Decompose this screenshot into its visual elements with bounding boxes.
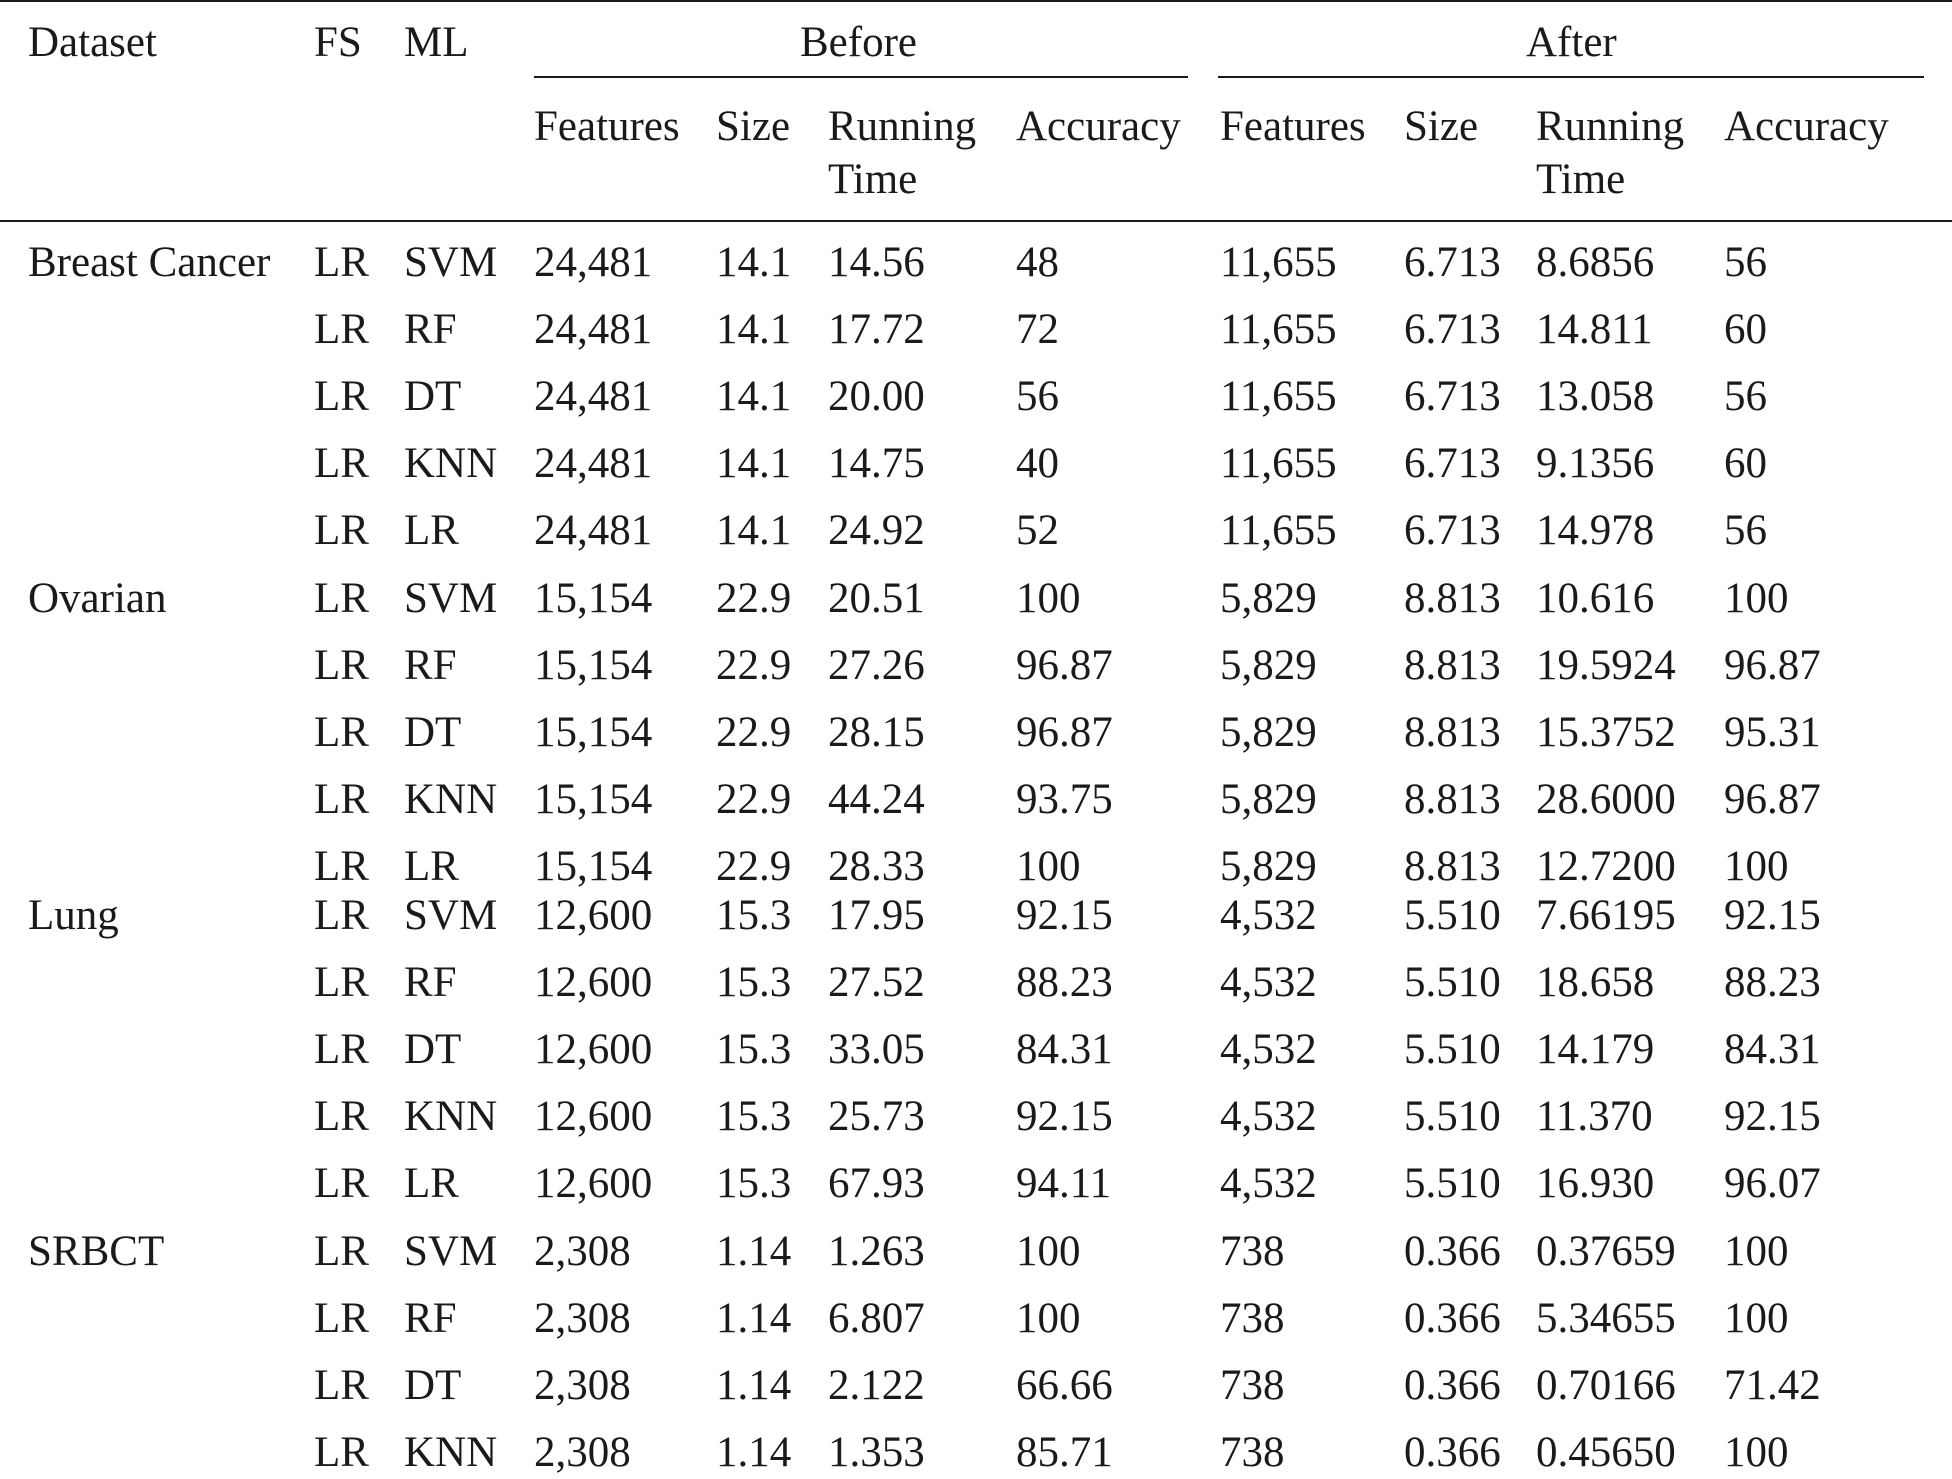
cell-a-time: 8.6856 (1536, 239, 1655, 286)
cell-fs: LR (314, 306, 369, 353)
header-before-accuracy: Accuracy (1016, 103, 1181, 150)
cell-dataset: SRBCT (28, 1228, 165, 1275)
cell-a-size: 0.366 (1404, 1228, 1501, 1275)
cell-b-acc: 40 (1016, 440, 1059, 487)
header-after-features: Features (1220, 103, 1366, 150)
cell-a-size: 6.713 (1404, 306, 1501, 353)
cell-b-time: 1.353 (828, 1429, 925, 1476)
header-before-features: Features (534, 103, 680, 150)
cell-a-acc: 95.31 (1724, 709, 1821, 756)
cell-ml: RF (404, 1295, 457, 1342)
cell-a-acc: 88.23 (1724, 959, 1821, 1006)
cell-a-time: 0.45650 (1536, 1429, 1676, 1476)
cell-b-time: 33.05 (828, 1026, 925, 1073)
cell-a-time: 14.811 (1536, 306, 1653, 353)
cell-b-size: 14.1 (716, 306, 792, 353)
cell-b-size: 22.9 (716, 776, 792, 823)
cell-a-features: 5,829 (1220, 843, 1317, 890)
header-bottom-rule (0, 220, 1952, 222)
cell-fs: LR (314, 1026, 369, 1073)
cell-fs: LR (314, 507, 369, 554)
cell-b-size: 15.3 (716, 1093, 792, 1140)
cell-b-acc: 72 (1016, 306, 1059, 353)
cell-a-size: 5.510 (1404, 959, 1501, 1006)
cell-a-size: 8.813 (1404, 575, 1501, 622)
cell-b-time: 25.73 (828, 1093, 925, 1140)
cell-dataset: Ovarian (28, 575, 167, 622)
cell-ml: SVM (404, 575, 498, 622)
cell-a-acc: 100 (1724, 843, 1789, 890)
cell-fs: LR (314, 1093, 369, 1140)
cell-b-time: 24.92 (828, 507, 925, 554)
cell-ml: DT (404, 1026, 462, 1073)
cell-b-time: 27.26 (828, 642, 925, 689)
cell-b-size: 1.14 (716, 1295, 792, 1342)
cell-b-time: 1.263 (828, 1228, 925, 1275)
cell-a-features: 5,829 (1220, 642, 1317, 689)
cell-b-features: 24,481 (534, 507, 653, 554)
cell-a-time: 19.5924 (1536, 642, 1676, 689)
cell-a-size: 5.510 (1404, 1026, 1501, 1073)
cell-a-size: 6.713 (1404, 239, 1501, 286)
cell-b-features: 15,154 (534, 642, 653, 689)
cell-a-acc: 96.87 (1724, 642, 1821, 689)
cell-b-time: 20.00 (828, 373, 925, 420)
header-before: Before (800, 19, 917, 66)
cell-b-acc: 92.15 (1016, 1093, 1113, 1140)
cell-b-features: 15,154 (534, 709, 653, 756)
cell-a-time: 16.930 (1536, 1160, 1655, 1207)
cell-a-acc: 96.87 (1724, 776, 1821, 823)
cell-b-time: 14.56 (828, 239, 925, 286)
cell-a-features: 11,655 (1220, 306, 1337, 353)
header-before-time: Time (828, 156, 918, 203)
cell-a-acc: 100 (1724, 1228, 1789, 1275)
cell-b-size: 1.14 (716, 1228, 792, 1275)
cell-b-acc: 85.71 (1016, 1429, 1113, 1476)
cell-a-size: 8.813 (1404, 709, 1501, 756)
cell-a-features: 4,532 (1220, 1160, 1317, 1207)
cell-fs: LR (314, 1228, 369, 1275)
cell-b-size: 22.9 (716, 709, 792, 756)
cell-fs: LR (314, 709, 369, 756)
cell-b-features: 15,154 (534, 776, 653, 823)
cell-a-size: 8.813 (1404, 776, 1501, 823)
cell-b-size: 15.3 (716, 1160, 792, 1207)
cell-a-size: 0.366 (1404, 1295, 1501, 1342)
cell-b-features: 24,481 (534, 440, 653, 487)
cell-a-time: 13.058 (1536, 373, 1655, 420)
cell-b-size: 14.1 (716, 507, 792, 554)
header-ml: ML (404, 19, 469, 66)
cell-a-features: 11,655 (1220, 239, 1337, 286)
cell-a-acc: 56 (1724, 373, 1767, 420)
cell-b-features: 24,481 (534, 373, 653, 420)
cell-a-features: 4,532 (1220, 959, 1317, 1006)
cell-a-acc: 56 (1724, 239, 1767, 286)
header-after-accuracy: Accuracy (1724, 103, 1889, 150)
cell-a-time: 9.1356 (1536, 440, 1655, 487)
cell-a-acc: 100 (1724, 1429, 1789, 1476)
cell-ml: RF (404, 642, 457, 689)
cell-a-features: 4,532 (1220, 892, 1317, 939)
cell-b-features: 24,481 (534, 306, 653, 353)
cell-b-acc: 100 (1016, 1295, 1081, 1342)
cell-b-acc: 92.15 (1016, 892, 1113, 939)
cell-b-size: 1.14 (716, 1362, 792, 1409)
cell-a-features: 5,829 (1220, 575, 1317, 622)
cell-a-size: 5.510 (1404, 892, 1501, 939)
cell-a-acc: 56 (1724, 507, 1767, 554)
cell-b-features: 24,481 (534, 239, 653, 286)
header-after: After (1526, 19, 1617, 66)
cell-b-time: 14.75 (828, 440, 925, 487)
cell-fs: LR (314, 642, 369, 689)
cell-b-size: 15.3 (716, 892, 792, 939)
cell-b-acc: 66.66 (1016, 1362, 1113, 1409)
cell-a-acc: 100 (1724, 575, 1789, 622)
cell-a-time: 12.7200 (1536, 843, 1676, 890)
cell-b-time: 6.807 (828, 1295, 925, 1342)
header-fs: FS (314, 19, 362, 66)
cell-b-time: 17.72 (828, 306, 925, 353)
cell-b-acc: 96.87 (1016, 709, 1113, 756)
cell-ml: KNN (404, 776, 498, 823)
cell-b-features: 2,308 (534, 1295, 631, 1342)
cell-b-acc: 100 (1016, 575, 1081, 622)
cell-a-features: 5,829 (1220, 776, 1317, 823)
cell-ml: LR (404, 843, 459, 890)
cell-b-size: 14.1 (716, 239, 792, 286)
cell-a-acc: 71.42 (1724, 1362, 1821, 1409)
cell-dataset: Breast Cancer (28, 239, 271, 286)
cell-a-size: 6.713 (1404, 440, 1501, 487)
cell-fs: LR (314, 575, 369, 622)
cell-a-features: 11,655 (1220, 507, 1337, 554)
cell-a-features: 738 (1220, 1429, 1285, 1476)
header-before-size: Size (716, 103, 791, 150)
cell-b-size: 14.1 (716, 373, 792, 420)
cell-b-features: 15,154 (534, 575, 653, 622)
cell-a-features: 5,829 (1220, 709, 1317, 756)
cell-ml: SVM (404, 239, 498, 286)
cell-b-features: 12,600 (534, 959, 653, 1006)
cell-a-acc: 92.15 (1724, 892, 1821, 939)
header-before-running: Running (828, 103, 977, 150)
cell-b-time: 20.51 (828, 575, 925, 622)
cell-a-size: 8.813 (1404, 642, 1501, 689)
header-dataset: Dataset (28, 19, 157, 66)
cell-b-time: 28.15 (828, 709, 925, 756)
cell-a-time: 15.3752 (1536, 709, 1676, 756)
cell-b-acc: 48 (1016, 239, 1059, 286)
cell-b-features: 2,308 (534, 1228, 631, 1275)
cell-b-time: 28.33 (828, 843, 925, 890)
cell-b-acc: 52 (1016, 507, 1059, 554)
cell-a-size: 6.713 (1404, 373, 1501, 420)
cell-b-acc: 96.87 (1016, 642, 1113, 689)
cell-ml: DT (404, 373, 462, 420)
cell-ml: RF (404, 306, 457, 353)
cell-fs: LR (314, 1160, 369, 1207)
cell-fs: LR (314, 1429, 369, 1476)
cell-ml: DT (404, 709, 462, 756)
cell-fs: LR (314, 1295, 369, 1342)
cell-fs: LR (314, 959, 369, 1006)
cell-a-size: 5.510 (1404, 1160, 1501, 1207)
cell-b-acc: 100 (1016, 1228, 1081, 1275)
cell-ml: SVM (404, 892, 498, 939)
cell-fs: LR (314, 239, 369, 286)
after-group-rule (1218, 76, 1924, 78)
cell-dataset: Lung (28, 892, 119, 939)
top-rule (0, 0, 1952, 2)
cell-a-time: 11.370 (1536, 1093, 1653, 1140)
cell-b-time: 2.122 (828, 1362, 925, 1409)
cell-a-size: 0.366 (1404, 1429, 1501, 1476)
cell-ml: SVM (404, 1228, 498, 1275)
cell-b-time: 44.24 (828, 776, 925, 823)
cell-b-features: 2,308 (534, 1362, 631, 1409)
cell-a-size: 6.713 (1404, 507, 1501, 554)
cell-a-features: 738 (1220, 1295, 1285, 1342)
cell-b-features: 12,600 (534, 1160, 653, 1207)
cell-a-acc: 60 (1724, 440, 1767, 487)
cell-b-time: 67.93 (828, 1160, 925, 1207)
cell-b-features: 12,600 (534, 1026, 653, 1073)
cell-a-acc: 60 (1724, 306, 1767, 353)
cell-a-time: 10.616 (1536, 575, 1655, 622)
cell-ml: LR (404, 507, 459, 554)
header-after-running: Running (1536, 103, 1685, 150)
cell-a-time: 0.37659 (1536, 1228, 1676, 1275)
cell-a-features: 11,655 (1220, 440, 1337, 487)
before-group-rule (534, 76, 1188, 78)
cell-b-size: 22.9 (716, 642, 792, 689)
cell-ml: KNN (404, 440, 498, 487)
cell-fs: LR (314, 440, 369, 487)
cell-a-time: 14.978 (1536, 507, 1655, 554)
cell-a-features: 738 (1220, 1228, 1285, 1275)
cell-b-acc: 94.11 (1016, 1160, 1112, 1207)
cell-fs: LR (314, 776, 369, 823)
cell-b-features: 12,600 (534, 1093, 653, 1140)
cell-a-features: 4,532 (1220, 1026, 1317, 1073)
header-after-size: Size (1404, 103, 1479, 150)
cell-a-size: 5.510 (1404, 1093, 1501, 1140)
cell-b-size: 15.3 (716, 1026, 792, 1073)
cell-b-size: 22.9 (716, 843, 792, 890)
cell-b-acc: 84.31 (1016, 1026, 1113, 1073)
cell-fs: LR (314, 843, 369, 890)
cell-a-time: 5.34655 (1536, 1295, 1676, 1342)
cell-b-acc: 88.23 (1016, 959, 1113, 1006)
cell-a-features: 4,532 (1220, 1093, 1317, 1140)
cell-b-features: 15,154 (534, 843, 653, 890)
cell-a-time: 14.179 (1536, 1026, 1655, 1073)
cell-a-acc: 92.15 (1724, 1093, 1821, 1140)
cell-fs: LR (314, 892, 369, 939)
cell-a-features: 738 (1220, 1362, 1285, 1409)
cell-a-acc: 84.31 (1724, 1026, 1821, 1073)
cell-b-size: 15.3 (716, 959, 792, 1006)
cell-a-features: 11,655 (1220, 373, 1337, 420)
cell-fs: LR (314, 373, 369, 420)
cell-b-size: 22.9 (716, 575, 792, 622)
cell-ml: DT (404, 1362, 462, 1409)
cell-a-time: 18.658 (1536, 959, 1655, 1006)
cell-b-time: 27.52 (828, 959, 925, 1006)
cell-a-time: 0.70166 (1536, 1362, 1676, 1409)
cell-b-features: 2,308 (534, 1429, 631, 1476)
cell-b-acc: 56 (1016, 373, 1059, 420)
cell-ml: KNN (404, 1429, 498, 1476)
cell-ml: LR (404, 1160, 459, 1207)
cell-a-acc: 100 (1724, 1295, 1789, 1342)
cell-a-time: 7.66195 (1536, 892, 1676, 939)
cell-a-acc: 96.07 (1724, 1160, 1821, 1207)
cell-b-size: 1.14 (716, 1429, 792, 1476)
cell-b-features: 12,600 (534, 892, 653, 939)
cell-b-acc: 100 (1016, 843, 1081, 890)
cell-ml: RF (404, 959, 457, 1006)
cell-fs: LR (314, 1362, 369, 1409)
cell-a-size: 0.366 (1404, 1362, 1501, 1409)
header-after-time: Time (1536, 156, 1626, 203)
cell-ml: KNN (404, 1093, 498, 1140)
cell-b-size: 14.1 (716, 440, 792, 487)
cell-a-size: 8.813 (1404, 843, 1501, 890)
cell-a-time: 28.6000 (1536, 776, 1676, 823)
cell-b-time: 17.95 (828, 892, 925, 939)
cell-b-acc: 93.75 (1016, 776, 1113, 823)
